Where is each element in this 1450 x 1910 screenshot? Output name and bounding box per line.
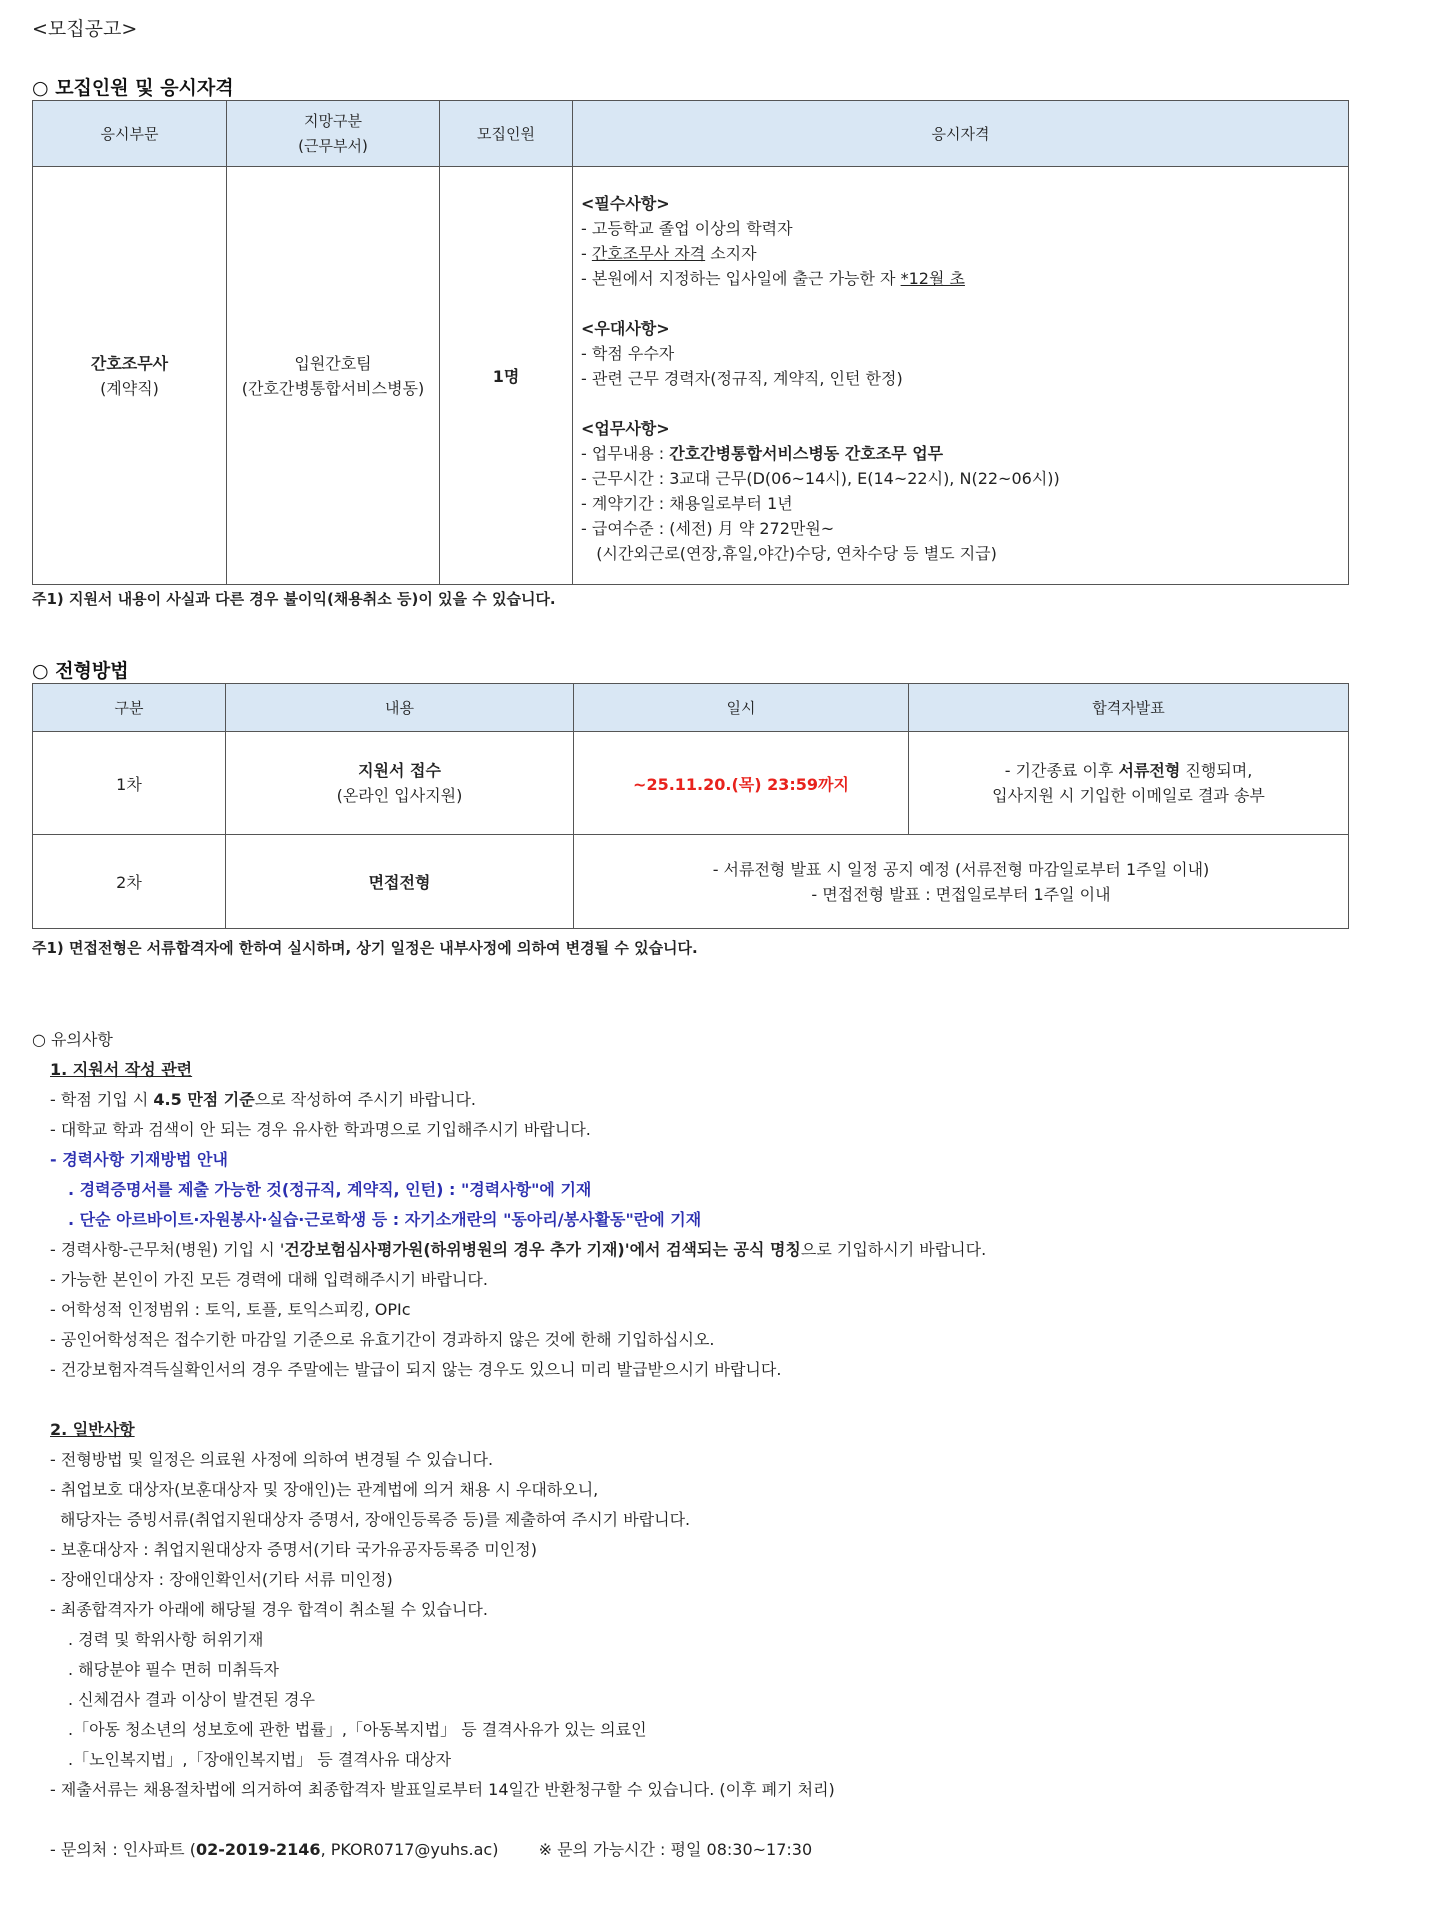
recruitment-footnote: 주1) 지원서 내용이 사실과 다른 경우 불이익(채용취소 등)이 있을 수 있습니다. [32, 590, 556, 608]
duty-item: - 업무내용 : 간호간병통합서비스병동 간호조무 업무 [581, 444, 944, 463]
header-date: 일시 [574, 684, 909, 732]
preferred-heading: <우대사항> [581, 319, 670, 338]
header-stage: 구분 [33, 684, 226, 732]
notes-sub2: 2. 일반사항 [50, 1420, 135, 1439]
cell-choice [227, 167, 440, 585]
note-line: . 경력 및 학위사항 허위기재 [68, 1630, 264, 1649]
notes-title: ○ 유의사항 [32, 1030, 113, 1049]
duty-item: (시간외근로(연장,휴일,야간)수당, 연차수당 등 별도 지급) [581, 544, 997, 563]
duty-item: - 근무시간 : 3교대 근무(D(06~14시), E(14~22시), N(22~06시)) [581, 469, 1060, 488]
contact-line: - 문의처 : 인사파트 (02-2019-2146, PKOR0717@yuhs.ac) ※ 문의 가능시간 : 평일 08:30~17:30 [50, 1840, 813, 1859]
duty-item: - 급여수준 : (세전) 月 약 272만원~ [581, 519, 835, 538]
dept-type: (계약직) [100, 378, 159, 398]
note-line: . 해당분야 필수 면허 미취득자 [68, 1660, 279, 1679]
note-line: - 경력사항-근무처(병원) 기입 시 '건강보험심사평가원(하위병원의 경우 추가 기재)'에서 검색되는 공식 명칭으로 기입하시기 바랍니다. [50, 1240, 987, 1259]
notes-sub1: 1. 지원서 작성 관련 [50, 1060, 193, 1079]
note-line: . 경력증명서를 제출 가능한 것(정규직, 계약직, 인턴) : "경력사항"에 기재 [68, 1180, 592, 1199]
content-1 [226, 732, 574, 835]
content-1-title: 지원서 접수 [358, 761, 441, 780]
announce-2-line1: - 서류전형 발표 시 일정 공지 예정 (서류전형 마감일로부터 1주일 이내) [712, 859, 1210, 879]
note-line: - 공인어학성적은 접수기한 마감일 기준으로 유효기간이 경과하지 않은 것에 한해 기입하십시오. [50, 1330, 715, 1349]
header-qual: 응시자격 [573, 101, 1349, 167]
recruitment-table [32, 100, 1349, 585]
cell-qualifications [573, 167, 1349, 585]
header-count: 모집인원 [440, 101, 573, 167]
note-line: - 장애인대상자 : 장애인확인서(기타 서류 미인정) [50, 1570, 393, 1589]
duty-item: - 계약기간 : 채용일로부터 1년 [581, 494, 793, 513]
announce-2 [574, 835, 1349, 929]
section-process-title: ○ 전형방법 [32, 660, 129, 682]
required-item: - 고등학교 졸업 이상의 학력자 [581, 219, 793, 238]
required-heading: <필수사항> [581, 194, 670, 213]
content-1-sub: (온라인 입사지원) [336, 786, 463, 805]
required-item: - 본원에서 지정하는 입사일에 출근 가능한 자 *12월 초 [581, 269, 965, 288]
required-item: - 간호조무사 자격 소지자 [581, 244, 757, 263]
note-line: - 최종합격자가 아래에 해당될 경우 합격이 취소될 수 있습니다. [50, 1600, 488, 1619]
process-table [32, 683, 1349, 929]
announce-1-line2: 입사지원 시 기입한 이메일로 결과 송부 [992, 786, 1265, 805]
section-recruitment-title: ○ 모집인원 및 응시자격 [32, 77, 234, 99]
header-dept: 응시부문 [33, 101, 227, 167]
note-line: - 전형방법 및 일정은 의료원 사정에 의하여 변경될 수 있습니다. [50, 1450, 494, 1469]
note-line: .「아동 청소년의 성보호에 관한 법률」,「아동복지법」 등 결격사유가 있는 의료인 [68, 1720, 647, 1739]
choice-ward: (간호간병통합서비스병동) [241, 378, 425, 398]
note-line: - 가능한 본인이 가진 모든 경력에 대해 입력해주시기 바랍니다. [50, 1270, 488, 1289]
announce-1: - 기간종료 이후 서류전형 진행되며, 입사지원 시 기입한 이메일로 결과 송부 [909, 732, 1349, 835]
note-line: - 취업보호 대상자(보훈대상자 및 장애인)는 관계법에 의거 채용 시 우대하오니, [50, 1480, 599, 1499]
notes-section [32, 1025, 986, 1865]
cell-dept [33, 167, 227, 585]
header-choice-line2: (근무부서) [298, 136, 368, 155]
note-line: - 학점 기입 시 4.5 만점 기준으로 작성하여 주시기 바랍니다. [50, 1090, 476, 1109]
contact-hours: ※ 문의 가능시간 : 평일 08:30~17:30 [538, 1840, 813, 1859]
header-content: 내용 [226, 684, 574, 732]
choice-team: 입원간호팀 [294, 353, 372, 373]
header-announce: 합격자발표 [909, 684, 1349, 732]
document-title: <모집공고> [32, 18, 138, 40]
note-line: - 건강보험자격득실확인서의 경우 주말에는 발급이 되지 않는 경우도 있으니 미리 발급받으시기 바랍니다. [50, 1360, 782, 1379]
header-choice-line1: 지망구분 [304, 111, 362, 130]
note-line: - 어학성적 인정범위 : 토익, 토플, 토익스피킹, OPIc [50, 1300, 411, 1319]
note-line: . 단순 아르바이트·자원봉사·실습·근로학생 등 : 자기소개란의 "동아리/봉사활동"란에 기재 [68, 1210, 702, 1229]
content-2: 면접전형 [226, 835, 574, 929]
header-choice [227, 101, 440, 167]
announce-2-line2: - 면접전형 발표 : 면접일로부터 1주일 이내 [811, 884, 1111, 904]
duty-heading: <업무사항> [581, 419, 670, 438]
dept-name: 간호조무사 [90, 353, 169, 373]
note-line: - 대학교 학과 검색이 안 되는 경우 유사한 학과명으로 기입해주시기 바랍니다. [50, 1120, 591, 1139]
note-line: - 경력사항 기재방법 안내 [50, 1150, 228, 1169]
note-line: . 신체검사 결과 이상이 발견된 경우 [68, 1690, 315, 1709]
note-line: .「노인복지법」,「장애인복지법」 등 결격사유 대상자 [68, 1750, 452, 1769]
note-line: - 제출서류는 채용절차법에 의거하여 최종합격자 발표일로부터 14일간 반환청구할 수 있습니다. (이후 폐기 처리) [50, 1780, 835, 1799]
cell-count: 1명 [440, 167, 573, 585]
stage-2: 2차 [33, 835, 226, 929]
preferred-item: - 관련 근무 경력자(정규직, 계약직, 인턴 한정) [581, 369, 903, 388]
note-line: - 보훈대상자 : 취업지원대상자 증명서(기타 국가유공자등록증 미인정) [50, 1540, 537, 1559]
note-line: 해당자는 증빙서류(취업지원대상자 증명서, 장애인등록증 등)를 제출하여 주시기 바랍니다. [60, 1510, 691, 1529]
process-footnote: 주1) 면접전형은 서류합격자에 한하여 실시하며, 상기 일정은 내부사정에 의하여 변경될 수 있습니다. [32, 939, 698, 957]
stage-1: 1차 [33, 732, 226, 835]
preferred-item: - 학점 우수자 [581, 344, 675, 363]
date-deadline: ~25.11.20.(목) 23:59까지 [574, 732, 909, 835]
